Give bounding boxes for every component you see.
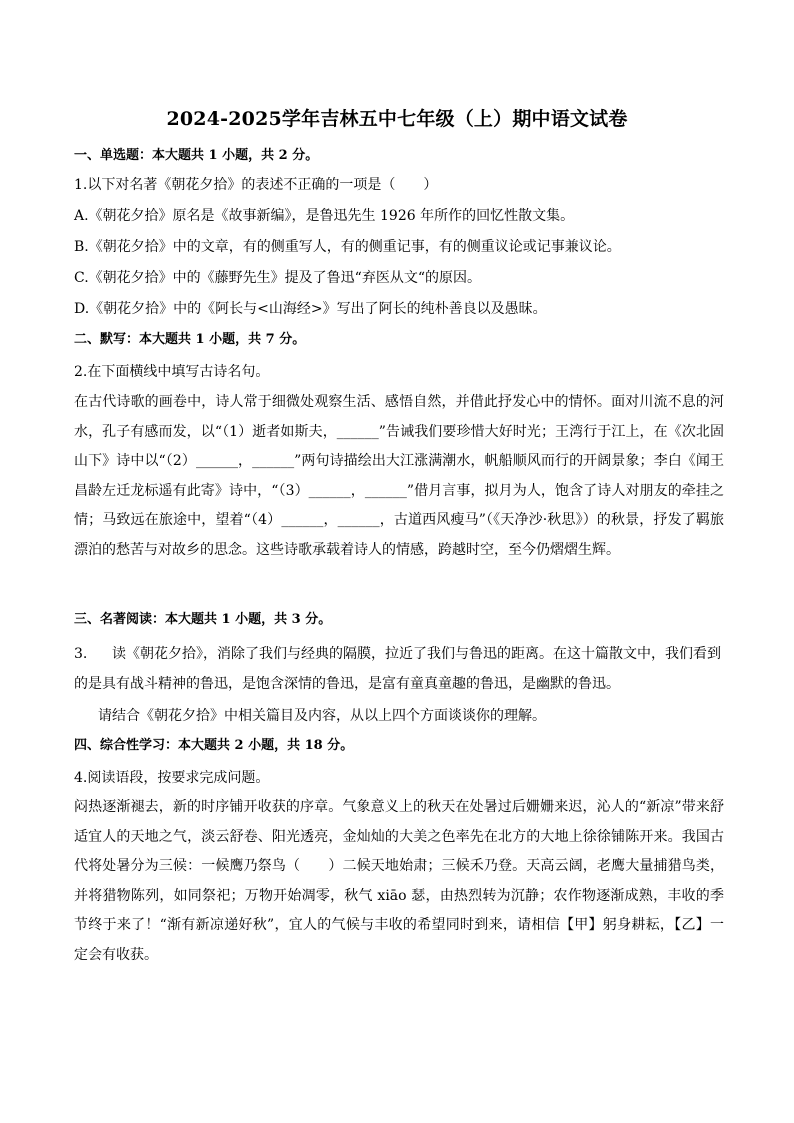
question-1-option-c: C.《朝花夕拾》中的《藤野先生》提及了鲁迅“弃医从文“的原因。 <box>74 270 481 286</box>
question-1-option-b: B.《朝花夕拾》中的文章，有的侧重写人，有的侧重记事，有的侧重议论或记事兼议论。 <box>74 239 621 255</box>
question-3-text: 读《朝花夕拾》，消除了我们与经典的隔膜，拉近了我们与鲁迅的距离。在这十篇散文中，我们看到的是具有战斗精神的鲁迅，是饱含深情的鲁迅，是富有童真童趣的鲁迅，是幽默的鲁迅。 <box>74 646 721 692</box>
question-3-number: 3. <box>74 646 88 662</box>
question-4-passage: 闷热逐渐褪去，新的时序铺开收获的序章。气象意义上的秋天在处暑过后姗姗来迟，沁人的“新凉”带来舒适宜人的天地之气，淡云舒卷、阳光透亮，金灿灿的大美之色率先在北方的大地上徐徐铺陈开来。我国古代将处暑分为三候：一候鹰乃祭鸟（ ）二候天地始肃；三候禾乃登。天高云阔，老鹰大量捕猎鸟类，并将猎物陈列，如同祭祀；万物开始凋零，秋气 xiāo 瑟，由热烈转为沉静；农作物逐渐成熟，丰收的季节终于来了！“渐有新凉递好秋”，宜人的气候与丰收的希望同时到来，请相信【甲】躬身耕耘，【乙】一定会有收获。 <box>74 799 724 963</box>
question-1-stem: 1.以下对名著《朝花夕拾》的表述不正确的一项是（ ） <box>74 177 438 193</box>
question-1-option-d: D.《朝花夕拾》中的《阿长与<山海经>》写出了阿长的纯朴善良以及愚昧。 <box>74 301 547 317</box>
exam-title: 2024-2025学年吉林五中七年级（上）期中语文试卷 <box>166 108 628 130</box>
section-1-heading: 一、单选题：本大题共 1 小题，共 2 分。 <box>74 148 319 163</box>
question-4-stem: 4.阅读语段，按要求完成问题。 <box>74 770 270 786</box>
question-2-passage: 在古代诗歌的画卷中，诗人常于细微处观察生活、感悟自然，并借此抒发心中的情怀。面对川流不息的河水，孔子有感而发，以“（1）逝者如斯夫，______”告诫我们要珍惜大好时光；王湾行于江上，在《次北固山下》诗中以“（2）______，______”两句诗描绘出大江涨满潮水，帆船顺风而行的开阔景象；李白《闻王昌龄左迁龙标遥有此寄》诗中，“（3）______，______”借月言事，拟月为人，饱含了诗人对朋友的牵挂之情；马致远在旅途中，望着“（4）______，______，古道西风瘦马”（《天净沙·秋思》）的秋景，抒发了羁旅漂泊的愁苦与对故乡的思念。这些诗歌承载着诗人的情感，跨越时空，至今仍熠熠生辉。 <box>74 394 724 558</box>
question-2-stem: 2.在下面横线中填写古诗名句。 <box>74 364 270 380</box>
section-3-heading: 三、名著阅读：本大题共 1 小题，共 3 分。 <box>74 612 332 627</box>
question-3-prompt: 请结合《朝花夕拾》中相关篇目及内容，从以上四个方面谈谈你的理解。 <box>98 708 546 724</box>
section-4-heading: 四、综合性学习：本大题共 2 小题，共 18 分。 <box>74 738 354 753</box>
section-2-heading: 二、默写：本大题共 1 小题，共 7 分。 <box>74 332 306 347</box>
question-3-passage <box>74 640 722 699</box>
question-1-option-a: A.《朝花夕拾》原名是《故事新编》，是鲁迅先生 1926 年所作的回忆性散文集。 <box>74 208 575 224</box>
